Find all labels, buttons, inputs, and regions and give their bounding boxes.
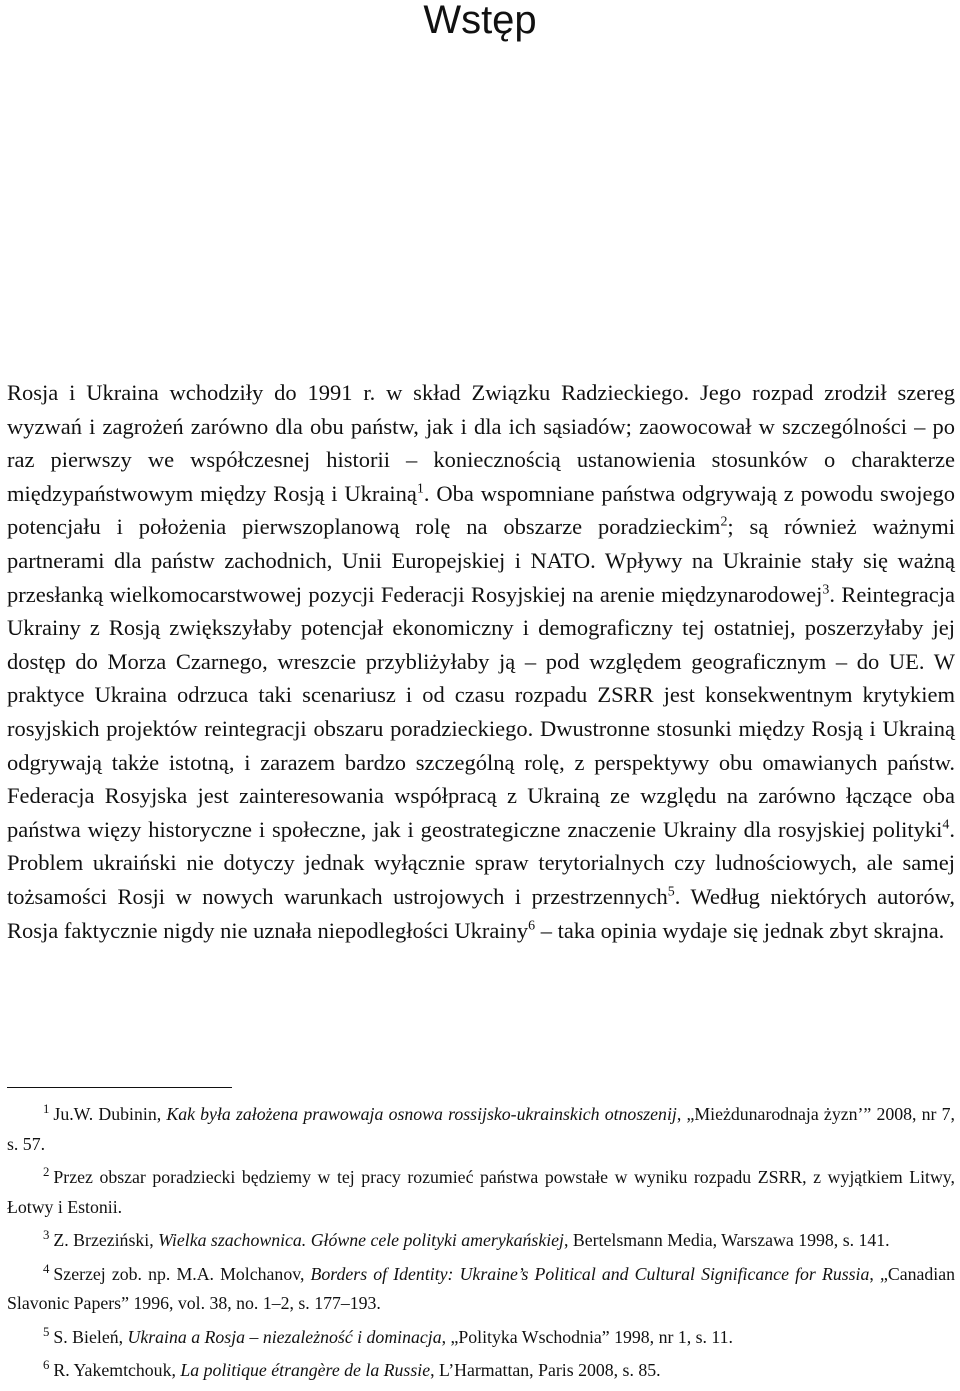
footnote-text: , „Canadian Slavonic Papers” 1996, vol. 38, no. 1–2, s. 177–193. [7, 1263, 956, 1313]
footnote-text: Ju.W. Dubinin, [53, 1104, 167, 1124]
footnote-work-title: Ukraina a Rosja – niezależność i dominacja [127, 1326, 442, 1347]
footnote-ref: 6 [528, 918, 536, 933]
footnote-text: S. Bieleń, [53, 1326, 128, 1347]
footnote-text: , L’Harmattan, Paris 2008, s. 85. [430, 1360, 661, 1380]
footnote-work-title: Borders of Identity: Ukraine’s Political and Cultural Significance for Russia [310, 1263, 870, 1284]
footnote-text: Przez obszar poradziecki będziemy w tej pracy rozumieć państwa powstałe w wyniku rozpadu ZSRR, z wyjątkiem Litwy, Łotwy i Estonii. [7, 1167, 955, 1217]
footnote [7, 1323, 955, 1353]
body-text-segment: . Reintegracja Ukrainy z Rosją zwiększyłaby potencjał ekonomiczny i demograficzny tej ostatniej, poszerzyłaby jej dostęp do Morza Czarnego, wreszcie przybliżyłaby ją – pod względem geograficznym – do UE. W praktyce Ukraina odrzuca taki scenariusz i od czasu rozpadu ZSRR jest konsekwentnym krytykiem rosyjskich projektów reintegracji obszaru poradzieckiego. Dwustronne stosunki między Rosją i Ukrainą odgrywają także istotną, i zarazem bardzo szczególną rolę, z perspektywy obu omawianych państw. Federacja Rosyjska jest zainteresowania współpracą z Ukrainą ze względu na zarówno łączące oba państwa więzy historyczne i społeczne, jak i geostrategiczne znaczenie Ukrainy dla rosyjskiej polityki [7, 581, 955, 842]
footnote-number: 2 [43, 1165, 50, 1180]
footnote [7, 1100, 955, 1159]
footnote-divider [7, 1087, 232, 1088]
footnote-work-title: Kak była założena prawowaja osnowa rossijsko-ukrainskich otnoszenij [166, 1104, 677, 1124]
body-paragraph [7, 376, 955, 947]
body-text-segment: – taka opinia wydaje się jednak zbyt skrajna. [535, 917, 945, 943]
footnote-ref: 5 [667, 884, 675, 900]
footnote-ref: 4 [942, 817, 950, 833]
footnote-work-title: Wielka szachownica. Główne cele polityki amerykańskiej [158, 1230, 564, 1250]
page-title: Wstęp [423, 0, 537, 42]
body-text-segment: . Problem ukraiński nie dotyczy jednak wyłącznie spraw terytorialnych czy ludnościowych, ale samej tożsamości Rosji w nowych warunkach ustrojowych i przestrzennych [7, 816, 955, 909]
footnote-number: 4 [43, 1261, 50, 1276]
body-text-segment: . Oba wspomniane państwa odgrywają z powodu swojego potencjału i położenia pierwszoplanową rolę na obszarze poradzieckim [7, 480, 955, 540]
footnote-number: 1 [43, 1102, 50, 1117]
body-text-segment: ; są również ważnymi partnerami dla państw zachodnich, Unii Europejskiej i NATO. Wpływy na Ukrainie stały się ważną przesłanką wielkomocarstwowej pozycji Federacji Rosyjskiej na arenie międzynarodowej [7, 514, 955, 607]
footnote-text: Szerzej zob. np. M.A. Molchanov, [53, 1263, 311, 1284]
footnote-text: , „Mieżdunarodnaja żyzn’” 2008, nr 7, s. 57. [7, 1104, 955, 1154]
footnote-ref: 2 [720, 514, 728, 530]
footnote [7, 1163, 955, 1222]
footnote-text: Z. Brzeziński, [53, 1230, 159, 1250]
footnote [7, 1356, 955, 1386]
footnote-text: , „Polityka Wschodnia” 1998, nr 1, s. 11. [441, 1326, 733, 1347]
footnote [7, 1226, 955, 1256]
footnote [7, 1260, 955, 1319]
footnote-text: , Bertelsmann Media, Warszawa 1998, s. 141. [563, 1230, 890, 1250]
footnotes-section [7, 1100, 955, 1390]
footnote-text: R. Yakemtchouk, [53, 1360, 181, 1380]
footnote-ref: 3 [822, 582, 830, 598]
body-text-segment: . Według niektórych autorów, Rosja faktycznie nigdy nie uznała niepodległości Ukrainy [7, 883, 955, 943]
footnote-work-title: La politique étrangère de la Russie [180, 1360, 431, 1380]
footnote-number: 5 [43, 1324, 50, 1339]
body-text-segment: Rosja i Ukraina wchodziły do 1991 r. w skład Związku Radzieckiego. Jego rozpad zrodził szereg wyzwań i zagrożeń zarówno dla obu państw, jak i dla ich sąsiadów; zaowocował w szczególności – po raz pierwszy we współczesnej historii – koniecznością ustanowienia stosunków o charakterze międzypaństwowym między Rosją i Ukrainą [7, 380, 955, 506]
footnote-number: 6 [43, 1358, 50, 1373]
footnote-number: 3 [43, 1228, 50, 1243]
footnote-ref: 1 [416, 481, 424, 497]
